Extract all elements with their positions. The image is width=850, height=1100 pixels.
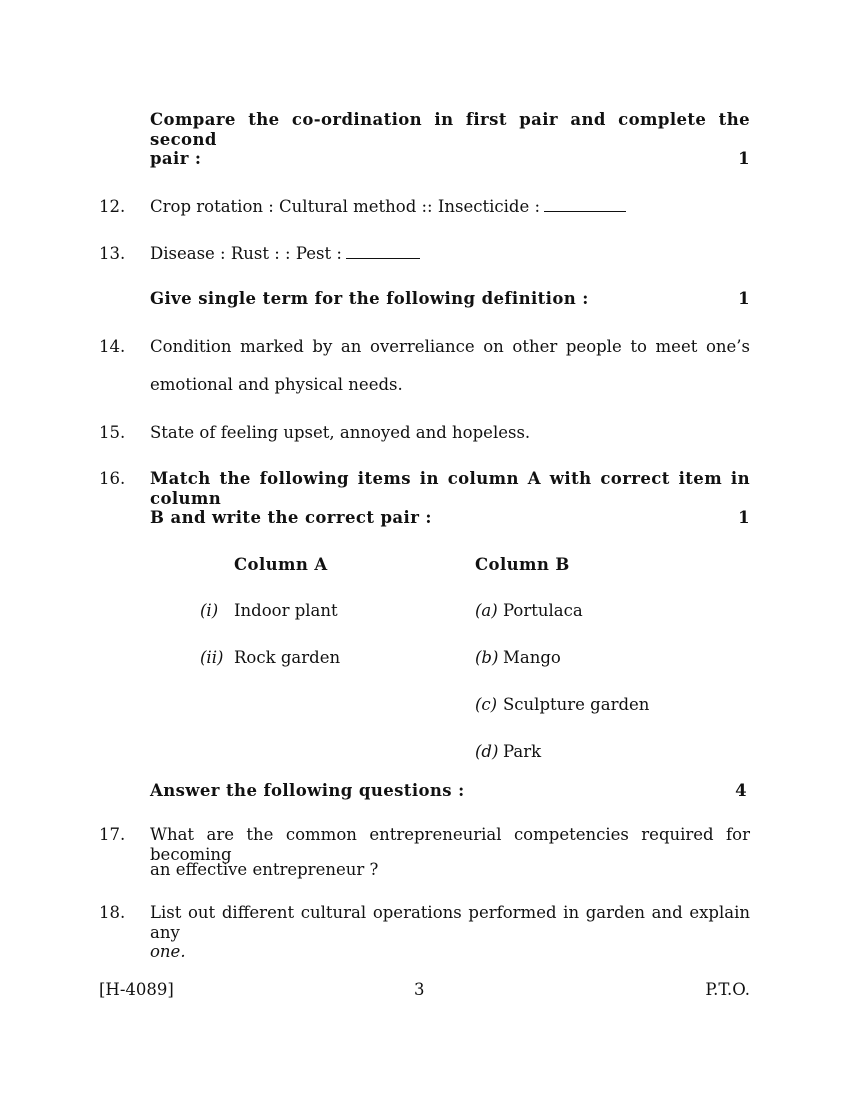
section-heading-answer: Answer the following questions : (150, 781, 465, 800)
question-text: What are the common entrepreneurial competencies required for becoming (150, 825, 750, 864)
question-number: 13. (99, 244, 126, 263)
question-number: 15. (99, 423, 126, 442)
column-b-item: Portulaca (503, 601, 583, 620)
question-text: List out different cultural operations performed in garden and explain any (150, 903, 750, 942)
section-marks: 4 (735, 781, 747, 800)
section-marks: 1 (738, 149, 750, 168)
column-b-label: (b) (475, 648, 499, 667)
question-text: Disease : Rust : : Pest : (150, 244, 420, 264)
question-number: 16. (99, 469, 126, 488)
column-b-item: Sculpture garden (503, 695, 650, 714)
question-number: 14. (99, 337, 126, 356)
section-marks: 1 (738, 289, 750, 308)
column-b-label: (a) (475, 601, 498, 620)
column-a-label: (ii) (200, 648, 224, 667)
pto-text: P.T.O. (705, 980, 750, 999)
answer-blank (346, 244, 420, 259)
question-text-cont: one. (150, 942, 186, 961)
section-heading-pairs: Compare the co-ordination in first pair and complete the second (150, 110, 750, 149)
column-b-label: (c) (475, 695, 498, 714)
answer-blank (544, 197, 626, 212)
question-text: Crop rotation : Cultural method :: Insecticide : (150, 197, 626, 217)
question-text-cont: B and write the correct pair : (150, 508, 432, 527)
question-number: 18. (99, 903, 126, 922)
question-marks: 1 (738, 508, 750, 527)
column-b-item: Park (503, 742, 542, 761)
question-text-cont: an effective entrepreneur ? (150, 860, 379, 879)
column-a-label: (i) (200, 601, 219, 620)
paper-code: [H-4089] (99, 980, 174, 999)
question-text: Condition marked by an overreliance on other people to meet one’s (150, 337, 750, 356)
page-number: 3 (414, 980, 425, 999)
section-heading-definition: Give single term for the following definition : (150, 289, 589, 308)
question-number: 12. (99, 197, 126, 216)
column-a-item: Indoor plant (234, 601, 338, 620)
question-text-cont: emotional and physical needs. (150, 375, 403, 394)
question-number: 17. (99, 825, 126, 844)
question-text: Match the following items in column A with correct item in column (150, 469, 750, 508)
column-b-label: (d) (475, 742, 499, 761)
section-heading-pairs-cont: pair : (150, 149, 202, 168)
column-a-header: Column A (234, 555, 328, 574)
column-a-item: Rock garden (234, 648, 341, 667)
column-b-header: Column B (475, 555, 570, 574)
question-text: State of feeling upset, annoyed and hopeless. (150, 423, 531, 442)
column-b-item: Mango (503, 648, 561, 667)
